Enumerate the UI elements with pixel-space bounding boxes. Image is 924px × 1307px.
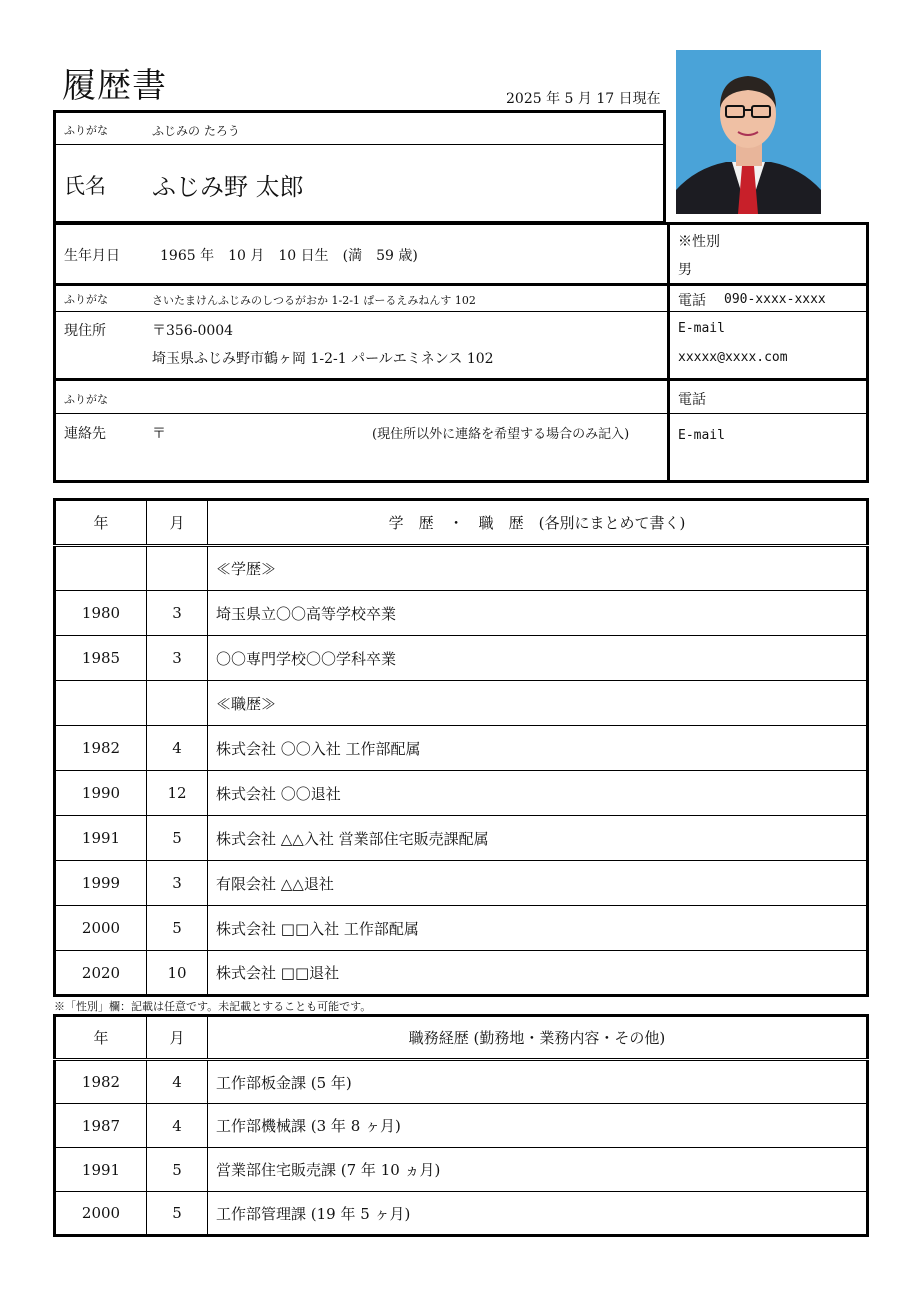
history-text: ≪学歴≫ (208, 546, 868, 591)
table-row (55, 1104, 868, 1148)
gender-label: ※性別 (678, 234, 720, 250)
history-month: 12 (147, 771, 208, 816)
table-row (55, 1148, 868, 1192)
history-text: 埼玉県立〇〇高等学校卒業 (208, 591, 868, 636)
history-year: 1999 (55, 861, 147, 906)
career-month: 5 (147, 1192, 208, 1236)
history-year: 1982 (55, 726, 147, 771)
career-header-year: 年 (55, 1016, 147, 1060)
phone-label: 電話 (678, 293, 706, 309)
history-table (53, 498, 869, 997)
contact-postal: 〒 (152, 426, 166, 442)
history-header-content: 学 歴 ・ 職 歴 (各別にまとめて書く) (208, 500, 868, 546)
history-text: 有限会社 △△退社 (208, 861, 868, 906)
contact-furigana-label: ふりがな (64, 393, 108, 406)
portrait-photo (676, 50, 821, 214)
table-row (55, 816, 868, 861)
history-year: 1985 (55, 636, 147, 681)
history-month: 5 (147, 906, 208, 951)
history-year (55, 546, 147, 591)
table-row (55, 771, 868, 816)
info-divider (667, 225, 670, 480)
address-bottom-line (56, 378, 866, 381)
history-month: 5 (147, 816, 208, 861)
name-block (53, 110, 666, 224)
history-text: 株式会社 〇〇入社 工作部配属 (208, 726, 868, 771)
table-row (55, 726, 868, 771)
history-year: 2000 (55, 906, 147, 951)
table-row (55, 636, 868, 681)
career-table (53, 1014, 869, 1237)
history-month: 3 (147, 636, 208, 681)
table-row (55, 591, 868, 636)
career-header-content: 職務経歴 (勤務地・業務内容・その他) (208, 1016, 868, 1060)
name-label: 氏名 (64, 174, 106, 198)
career-year: 1987 (55, 1104, 147, 1148)
name-furigana-row (56, 113, 663, 145)
name-value: ふじみ野 太郎 (152, 173, 304, 201)
address-postal: 〒356-0004 (152, 323, 234, 339)
career-header-row (55, 1016, 868, 1060)
contact-phone-line (670, 413, 866, 414)
history-year: 1990 (55, 771, 147, 816)
document-date: 2025 年 5 月 17 日現在 (506, 91, 661, 107)
name-furigana-label: ふりがな (64, 124, 108, 137)
address-label: 現住所 (64, 323, 106, 339)
table-row (55, 1192, 868, 1236)
history-year (55, 681, 147, 726)
history-year: 1991 (55, 816, 147, 861)
address-furigana-line (56, 311, 667, 312)
career-year: 2000 (55, 1192, 147, 1236)
table-row (55, 906, 868, 951)
name-furigana-value: ふじみの たろう (152, 124, 240, 138)
contact-label: 連絡先 (64, 426, 106, 442)
phone-value: 090-xxxx-xxxx (724, 292, 826, 307)
birth-label: 生年月日 (64, 248, 120, 264)
phone-bottom-line (670, 311, 866, 312)
history-month: 4 (147, 726, 208, 771)
history-month (147, 681, 208, 726)
document-title: 履歴書 (62, 66, 167, 106)
history-text: ≪職歴≫ (208, 681, 868, 726)
table-row (55, 1060, 868, 1104)
contact-phone-label: 電話 (678, 392, 706, 408)
history-year: 2020 (55, 951, 147, 996)
career-year: 1982 (55, 1060, 147, 1104)
birth-bottom-line (56, 283, 866, 286)
history-month: 3 (147, 861, 208, 906)
history-month (147, 546, 208, 591)
history-header-row (55, 500, 868, 546)
career-text: 工作部機械課 (3 年 8 ヶ月) (208, 1104, 868, 1148)
history-header-year: 年 (55, 500, 147, 546)
gender-note: ※「性別」欄：記載は任意です。未記載とすることも可能です。 (54, 1000, 372, 1013)
history-year: 1980 (55, 591, 147, 636)
table-row (55, 861, 868, 906)
history-month: 10 (147, 951, 208, 996)
history-text: 株式会社 □□退社 (208, 951, 868, 996)
career-text: 工作部管理課 (19 年 5 ヶ月) (208, 1192, 868, 1236)
contact-email-label: E-mail (678, 428, 725, 443)
history-header-month: 月 (147, 500, 208, 546)
history-text: 株式会社 〇〇退社 (208, 771, 868, 816)
email-value: xxxxx@xxxx.com (678, 350, 788, 365)
career-text: 工作部板金課 (5 年) (208, 1060, 868, 1104)
career-year: 1991 (55, 1148, 147, 1192)
history-month: 3 (147, 591, 208, 636)
birth-value: 1965 年 10 月 10 日生 (満 59 歳) (160, 248, 418, 264)
career-month: 4 (147, 1104, 208, 1148)
table-row (55, 546, 868, 591)
contact-furigana-line (56, 413, 667, 414)
career-header-month: 月 (147, 1016, 208, 1060)
email-label: E-mail (678, 321, 725, 336)
address-furigana-label: ふりがな (64, 293, 108, 306)
career-month: 5 (147, 1148, 208, 1192)
personal-info-grid (53, 222, 869, 483)
career-text: 営業部住宅販売課 (7 年 10 ヵ月) (208, 1148, 868, 1192)
address-furigana-value: さいたまけんふじみのしつるがおか 1-2-1 ぱーるえみねんす 102 (152, 294, 476, 307)
history-text: 株式会社 △△入社 営業部住宅販売課配属 (208, 816, 868, 861)
table-row (55, 951, 868, 996)
contact-note: (現住所以外に連絡を希望する場合のみ記入) (372, 427, 630, 442)
address-value: 埼玉県ふじみ野市鶴ヶ岡 1-2-1 パールエミネンス 102 (152, 351, 494, 367)
history-text: 株式会社 □□入社 工作部配属 (208, 906, 868, 951)
gender-value: 男 (678, 262, 692, 278)
career-month: 4 (147, 1060, 208, 1104)
history-text: 〇〇専門学校〇〇学科卒業 (208, 636, 868, 681)
table-row (55, 681, 868, 726)
